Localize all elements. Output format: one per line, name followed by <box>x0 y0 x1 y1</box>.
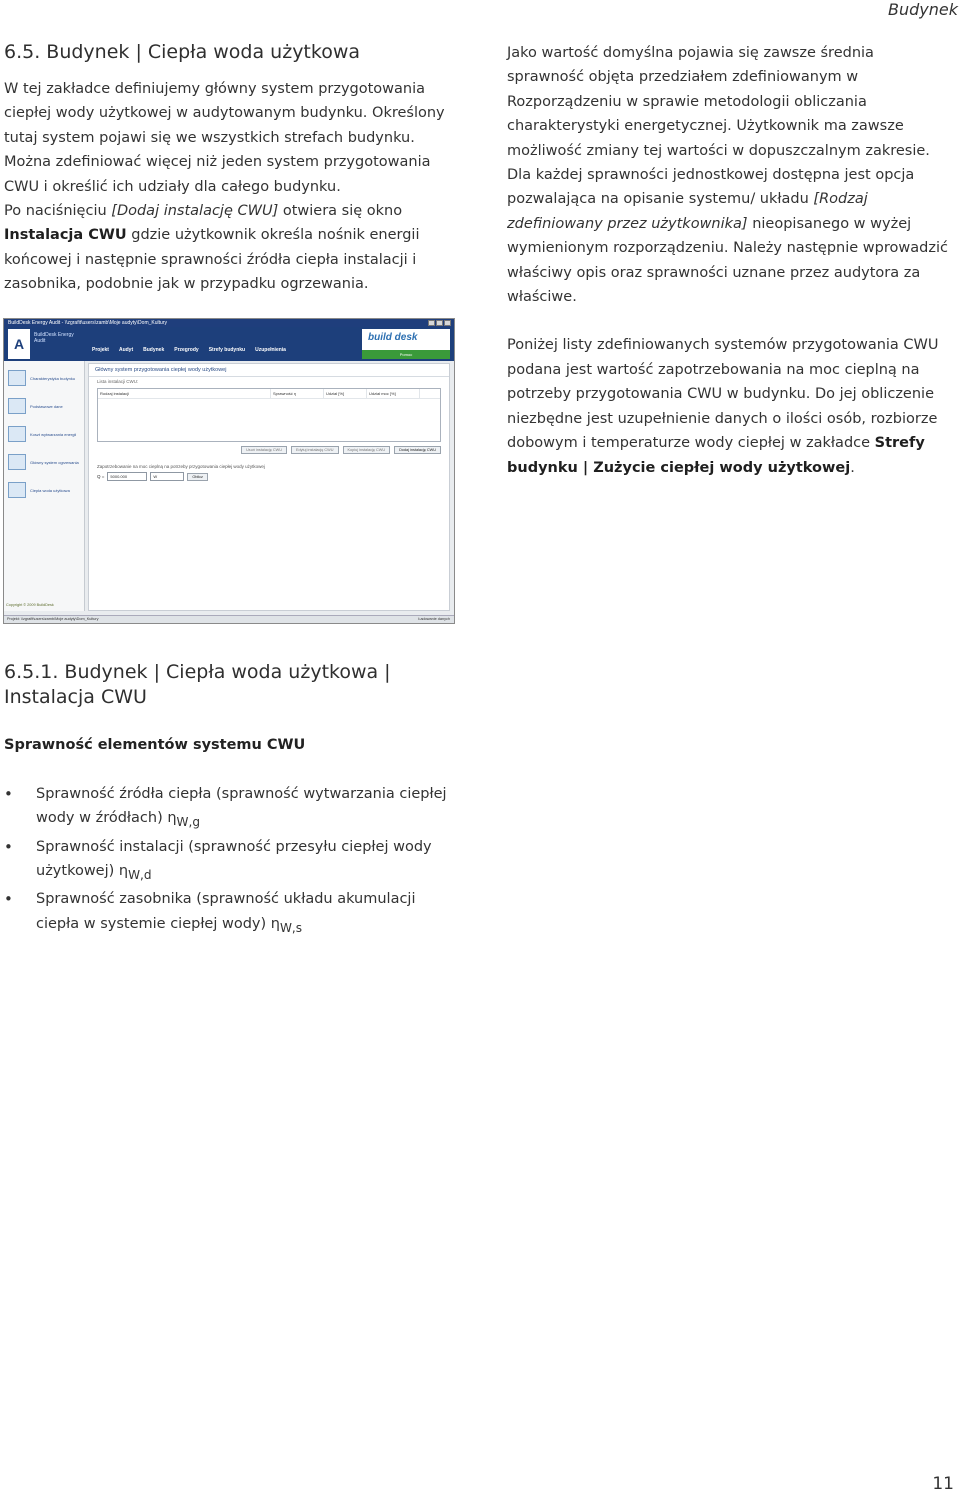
text-fragment: nieopisanego w wyżej wymienionym rozporządzeniu. Należy następnie wprowadzić właściwy opis oraz sprawności uznane przez audytora za właściwe. <box>507 215 948 306</box>
menu-item-budynek[interactable]: Budynek <box>143 347 165 353</box>
house-icon <box>8 426 26 442</box>
brand-name: build desk <box>368 332 418 343</box>
sidebar-item-dane[interactable] <box>8 395 80 417</box>
status-bar <box>4 615 454 623</box>
main-panel <box>88 363 450 611</box>
cell-type: Rodzaj instalacji <box>98 389 271 398</box>
menu-item-przegrody[interactable]: Przegrody <box>174 347 199 353</box>
text-fragment: gdzie użytkownik określa nośnik energii końcowej i następnie sprawności źródła ciepła instalacji i zasobnika, podobnie jak w przypadku ogrzewania. <box>4 227 420 293</box>
sidebar-item-koszt[interactable] <box>8 423 80 445</box>
menu-item-projekt[interactable]: Projekt <box>92 347 109 353</box>
close-icon[interactable] <box>444 320 451 326</box>
menu-item-audyt[interactable]: Audyt <box>118 347 134 353</box>
sidebar-item-cwu[interactable] <box>8 479 80 501</box>
tap-icon <box>8 482 26 498</box>
intro-paragraph: W tej zakładce definiujemy główny system przygotowania ciepłej wody użytkowej w audytowanym budynku. Określony tutaj system pojawi się we wszystkich strefach budynku. Można zdefiniować więcej niż jeden system przygotowania CWU i określić ich udziały dla całego budynku. <box>4 81 445 195</box>
app-screenshot <box>3 318 455 624</box>
subscript: W,g <box>176 815 200 830</box>
panel-title: Główny system przygotowania ciepłej wody użytkowej <box>89 364 449 377</box>
section-title: 6.5. Budynek | Ciepła woda użytkowa <box>4 41 361 63</box>
option-reference: [Rodzaj zdefiniowany przez użytkownika] <box>507 191 868 232</box>
default-value-paragraph <box>507 41 952 309</box>
status-project-path: Projekt: \\zgrafit\users\zamb\Moje audyty\Dom_Kultury <box>7 617 99 621</box>
list-item <box>4 782 454 835</box>
page-number: 11 <box>932 1474 954 1494</box>
menu-item-strefy[interactable]: Strefy budynku <box>208 347 246 353</box>
demand-unit-select[interactable]: W <box>150 472 184 481</box>
cell-efficiency: Sprawność η <box>271 389 324 398</box>
installation-list[interactable] <box>97 388 441 442</box>
list-item-text: Sprawność instalacji (sprawność przesyłu ciepłej wody użytkowej) η <box>36 838 432 880</box>
list-item <box>4 887 454 940</box>
copyright: Copyright © 2009 BuildDesk <box>6 603 54 607</box>
demand-value-input[interactable]: 5000.000 <box>107 472 147 481</box>
list-item-text: Sprawność źródła ciepła (sprawność wytwarzania ciepłej wody w źródłach) η <box>36 786 447 827</box>
maximize-icon[interactable] <box>436 320 443 326</box>
right-column <box>507 41 952 480</box>
calculate-button[interactable]: Oblicz <box>187 473 208 481</box>
subsection-heading: Sprawność elementów systemu CWU <box>4 737 306 753</box>
radiator-icon <box>8 454 26 470</box>
edit-installation-button[interactable]: Edytuj instalację CWU <box>291 446 339 454</box>
list-item-text: Sprawność zasobnika (sprawność układu akumulacji ciepła w systemie ciepłej wody) η <box>36 891 416 932</box>
remove-installation-button[interactable]: Usuń instalację CWU <box>241 446 287 454</box>
status-message: Ładowanie danych <box>418 617 450 621</box>
house-icon <box>8 370 26 386</box>
app-banner <box>4 327 454 361</box>
demand-row <box>97 472 441 481</box>
window-titlebar <box>4 319 454 327</box>
help-link[interactable]: Pomoc <box>362 350 450 359</box>
window-controls <box>428 320 451 326</box>
subscript: W,s <box>279 920 303 935</box>
list-label: Lista instalacji CWU: <box>97 379 139 384</box>
app-logo-text: BuildDesk Energy Audit <box>34 332 74 344</box>
cell-power-share: Udział moc [%] <box>367 389 420 398</box>
text-fragment: . <box>850 459 855 476</box>
window-name: Instalacja CWU <box>4 227 127 244</box>
demand-paragraph <box>507 333 952 479</box>
menu-item-uzupelnienia[interactable]: Uzupełnienia <box>255 347 286 353</box>
main-menu <box>92 347 286 353</box>
subsection-title: 6.5.1. Budynek | Ciepła woda użytkowa | Instalacja CWU <box>4 661 391 708</box>
brand-logo <box>362 329 450 359</box>
sidebar <box>4 361 85 611</box>
house-icon <box>8 398 26 414</box>
copy-installation-button[interactable]: Kopiuj instalację CWU <box>343 446 391 454</box>
sidebar-item-label: Podstawowe dane <box>30 403 63 409</box>
list-buttons <box>97 446 441 454</box>
sidebar-item-label: Główny system ogrzewania <box>30 459 79 465</box>
subscript: W,d <box>128 868 152 882</box>
sidebar-item-ogrzewanie[interactable] <box>8 451 80 473</box>
dialog-paragraph <box>4 199 449 297</box>
efficiency-list <box>4 782 454 940</box>
table-row[interactable] <box>98 389 440 399</box>
text-fragment: Poniżej listy zdefiniowanych systemów przygotowania CWU podana jest wartość zapotrzebowania na moc cieplną na potrzeby przygotowania CWU w budynku. Do jej obliczenie niezbędne jest uzupełnienie danych o ilości osób, rozbiorze dobowym i temperaturze wody ciepłej w zakładce <box>507 337 939 452</box>
sidebar-item-charakterystyka[interactable] <box>8 367 80 389</box>
sidebar-item-label: Charakterystyka budynku <box>30 375 76 381</box>
window-title: BuildDesk Energy Audit - \\zgrafit\users\zamb\Moje audyty\Dom_Kultury <box>8 320 167 326</box>
text-fragment: Jako wartość domyślna pojawia się zawsze średnia sprawność objęta przedziałem zdefiniowanym w Rozporządzeniu w sprawie metodologii obliczania charakterystyki energetycznej. Użytkownik ma zawsze możliwość zmiany tej wartości w dopuszczalnym zakresie. Dla każdej sprawności jednostkowej dostępna jest opcja pozwalająca na opisanie systemu/ układu <box>507 45 930 208</box>
add-installation-button[interactable]: Dodaj instalację CWU <box>394 446 441 454</box>
text-fragment: otwiera się okno <box>278 203 403 220</box>
tab-reference: Strefy budynku | Zużycie ciepłej wody użytkowej <box>507 435 925 476</box>
left-column <box>4 77 449 297</box>
button-reference: [Dodaj instalację CWU] <box>111 203 279 220</box>
list-item <box>4 835 454 888</box>
demand-symbol: Q = <box>97 474 105 479</box>
text-fragment: Po naciśnięciu <box>4 203 112 220</box>
cell-share: Udział [%] <box>324 389 367 398</box>
app-logo: A <box>8 329 30 359</box>
running-header: Budynek <box>888 0 958 19</box>
sidebar-item-label: Ciepła woda użytkowa <box>30 487 70 493</box>
minimize-icon[interactable] <box>428 320 435 326</box>
sidebar-item-label: Koszt wytwarzania energii <box>30 431 77 437</box>
demand-label: Zapotrzebowanie na moc cieplną na potrzeby przygotowania ciepłej wody użytkowej <box>97 464 265 469</box>
